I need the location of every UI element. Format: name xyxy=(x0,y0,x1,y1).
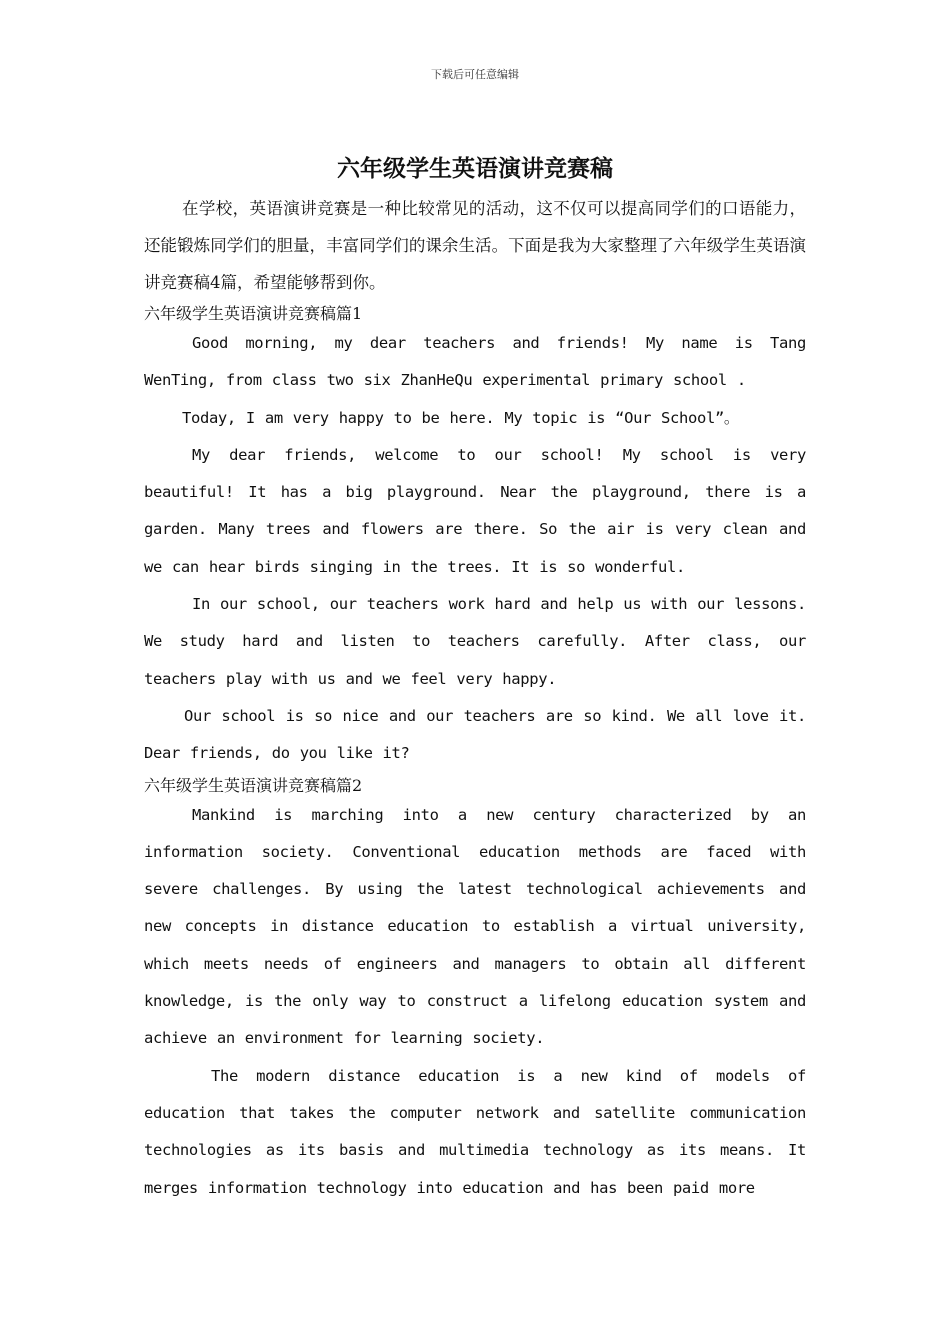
document-body xyxy=(144,152,806,1207)
paragraph: Our school is so nice and our teachers are so kind. We all love it. Dear friends, do you like it? xyxy=(144,706,806,763)
paragraph: Good morning, my dear teachers and friends! My name is Tang WenTing, from class two six ZhanHeQu experimental primary school . xyxy=(144,334,806,390)
section-heading-2: 六年级学生英语演讲竞赛稿篇2 xyxy=(144,775,363,795)
intro-paragraph: 在学校，英语演讲竞赛是一种比较常见的活动，这不仅可以提高同学们的口语能力，还能锻炼同学们的胆量，丰富同学们的课余生活。下面是我为大家整理了六年级学生英语演讲竞赛稿4篇，希望能够帮到你。 xyxy=(144,199,806,292)
paragraph: My dear friends, welcome to our school! My school is very beautiful! It has a big playground. Near the playground, there is a garden. Many trees and flowers are there. So the air is very clean and we can hear birds singing in the trees. It is so wonderful. xyxy=(144,445,806,576)
header-note: 下载后可任意编辑 xyxy=(431,68,519,81)
section-heading-1: 六年级学生英语演讲竞赛稿篇1 xyxy=(144,304,363,323)
paragraph: In our school, our teachers work hard and help us with our lessons. We study hard and listen to teachers carefully. After class, our teachers play with us and we feel very happy. xyxy=(144,595,806,688)
document-title: 六年级学生英语演讲竞赛稿 xyxy=(337,156,613,182)
paragraph: Mankind is marching into a new century characterized by an information society. Conventional education methods are faced with severe challenges. By using the latest technological achievements and new concepts in distance education to establish a virtual university, which meets needs of engineers and managers to obtain all different knowledge, is the only way to construct a lifelong education system and achieve an environment for learning society. xyxy=(144,805,806,1048)
paragraph: Today, I am very happy to be here. My topic is “Our School”。 xyxy=(182,408,740,427)
paragraph: The modern distance education is a new kind of models of education that takes the computer network and satellite communication technologies as its basis and multimedia technology as its means. It merges information technology into education and has been paid more xyxy=(144,1066,806,1197)
